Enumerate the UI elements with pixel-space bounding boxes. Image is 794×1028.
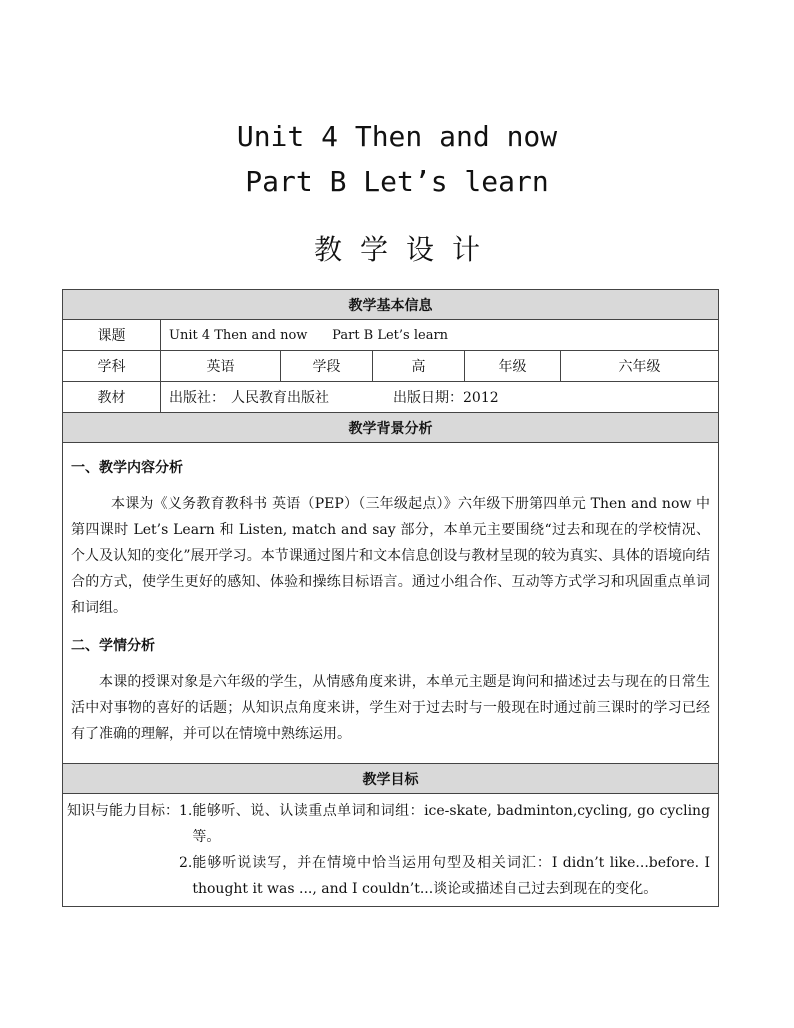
subject-row: [63, 351, 719, 382]
content-analysis-title: 一、教学内容分析: [71, 460, 183, 476]
learner-analysis-text: 本课的授课对象是六年级的学生，从情感角度来讲，本单元主题是询问和描述过去与现在的日常生活中对事物的喜好的话题；从知识点角度来讲，学生对于过去时与一般现在时通过前三课时的学习已经有了准确的理解，并可以在情境中熟练运用。: [71, 674, 711, 742]
stage-label: 学段: [281, 351, 373, 382]
goal-item: [179, 850, 710, 902]
lesson-plan-table: [62, 289, 719, 907]
grade-label: 年级: [465, 351, 561, 382]
title-line-2: Part B Let’s learn: [245, 165, 549, 198]
goal-number: 2.: [179, 855, 193, 871]
goals-content-row: [63, 794, 719, 907]
goals-label: 知识与能力目标：: [67, 803, 179, 819]
subject-label: 学科: [63, 351, 161, 382]
background-header-row: [63, 413, 719, 443]
goal-list: [179, 798, 710, 902]
publisher-label: 出版社：: [169, 390, 225, 406]
date-value: 2012: [463, 390, 499, 406]
grade-value: 六年级: [561, 351, 719, 382]
publisher-value: 人民教育出版社: [231, 390, 329, 406]
goals-header: 教学目标: [63, 764, 719, 794]
goals-content: [63, 794, 719, 907]
date-label: 出版日期：: [393, 390, 463, 406]
goal-number: 1.: [179, 803, 193, 819]
learner-analysis-title: 二、学情分析: [71, 638, 155, 654]
basic-info-header: 教学基本信息: [63, 290, 719, 320]
title-line-1: Unit 4 Then and now: [236, 120, 558, 153]
doc-subtitle: 教学设计: [313, 233, 498, 266]
topic-row: [63, 320, 719, 351]
background-content: [63, 443, 719, 764]
textbook-row: [63, 382, 719, 413]
basic-info-header-row: [63, 290, 719, 320]
topic-value: Unit 4 Then and now Part B Let’s learn: [161, 320, 719, 351]
background-header: 教学背景分析: [63, 413, 719, 443]
goal-block: [67, 798, 710, 902]
background-content-row: [63, 443, 719, 764]
stage-value: 高: [373, 351, 465, 382]
subject-value: 英语: [161, 351, 281, 382]
goals-header-row: [63, 764, 719, 794]
goal-item: [179, 798, 710, 850]
goal-text: 能够听说读写，并在情境中恰当运用句型及相关词汇：I didn’t like...before. I thought it was ..., and I couldn’t...谈论或描述自己过去到现在的变化。: [192, 855, 711, 897]
content-analysis-text: 本课为《义务教育教科书 英语（PEP）（三年级起点）》六年级下册第四单元 Then and now 中第四课时 Let’s Learn 和 Listen, match and say 部分，本单元主要围绕“过去和现在的学校情况、个人及认知的变化”展开学习。本节课通过图片和文本信息创设与教材呈现的较为真实、具体的语境向结合的方式，使学生更好的感知、体验和操练目标语言。通过小组合作、互动等方式学习和巩固重点单词和词组。: [71, 496, 711, 616]
topic-label: 课题: [63, 320, 161, 351]
goal-text: 能够听、说、认读重点单词和词组：ice-skate, badminton,cycling, go cycling 等。: [192, 803, 711, 845]
textbook-value: [161, 382, 719, 413]
textbook-label: 教材: [63, 382, 161, 413]
